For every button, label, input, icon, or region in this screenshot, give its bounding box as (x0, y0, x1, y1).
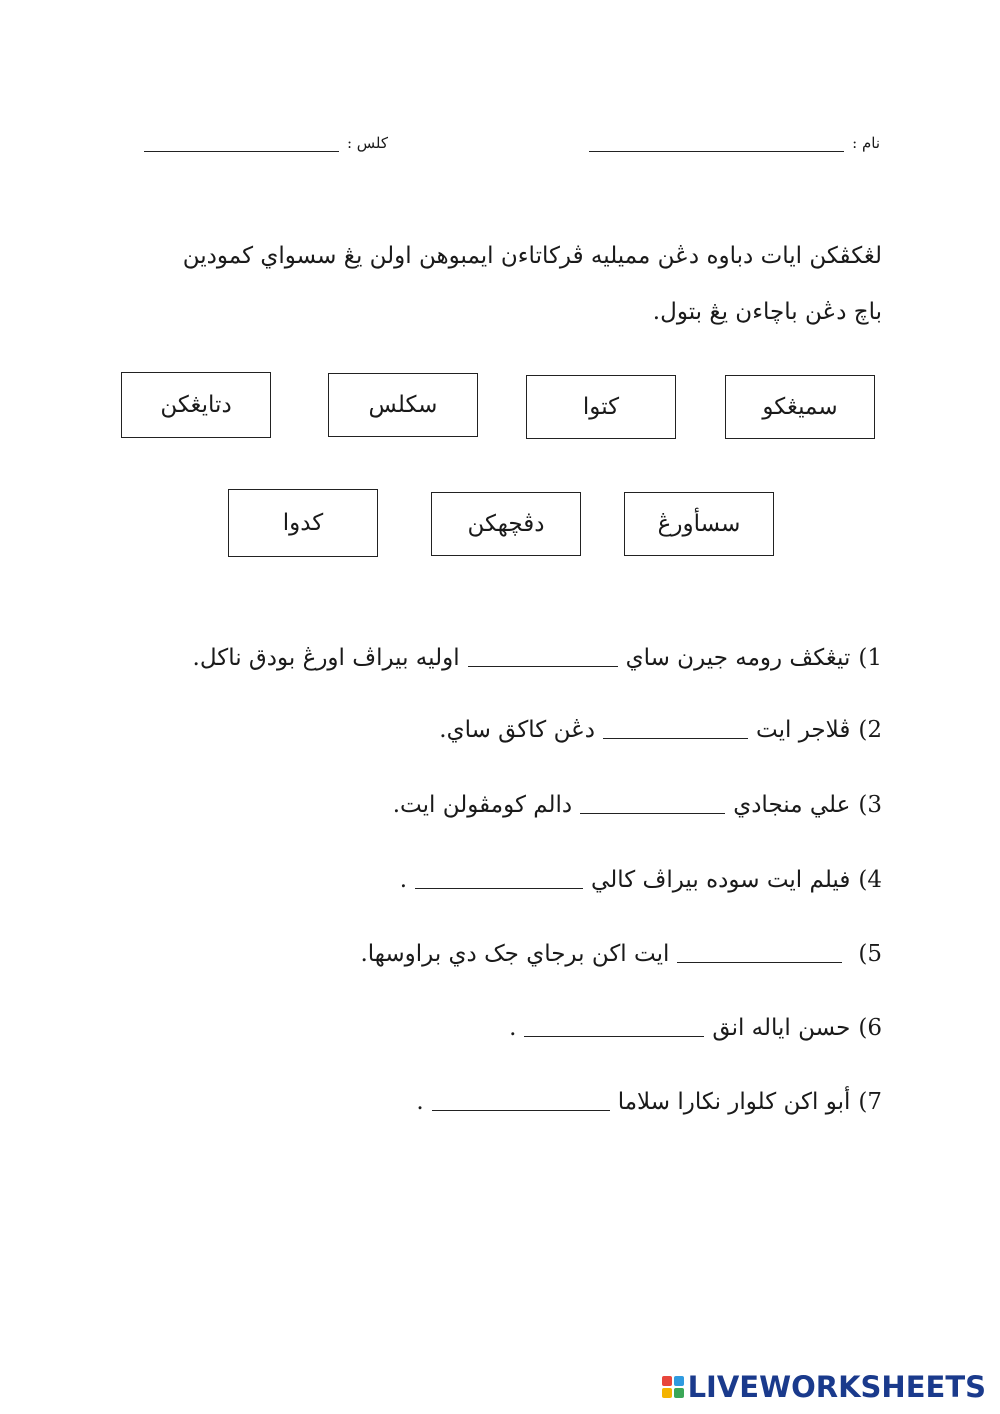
answer-blank[interactable] (677, 961, 842, 963)
question-1 (193, 638, 882, 678)
answer-blank[interactable] (432, 1109, 610, 1111)
answer-blank[interactable] (415, 887, 583, 889)
question-number: 5) (858, 941, 882, 967)
question-number: 7) (858, 1089, 882, 1115)
answer-blank[interactable] (580, 812, 725, 814)
logo-square (662, 1388, 672, 1398)
word-box[interactable]: دڤچهكن (431, 492, 581, 556)
question-text-before: ڤلاجر ايت (756, 717, 851, 743)
logo-square (674, 1388, 684, 1398)
liveworksheets-brand (662, 1372, 986, 1402)
class-input-line[interactable] (144, 150, 339, 152)
question-5 (360, 934, 882, 974)
brand-text: LIVEWORKSHEETS (687, 1370, 986, 1404)
question-text-before: علي منجادي (733, 792, 851, 818)
class-field (144, 122, 388, 152)
question-text-before: حسن اياله انق (712, 1015, 851, 1041)
class-label: كلس : (346, 134, 388, 152)
instructions: لڠكڤكن ايات دباوه دڠن مميليه ڤركاتاءن ايمبوهن اولن يڠ سسواي كمودين باچ دڠن باچاءن يڠ بتول. (182, 243, 882, 325)
word-box[interactable]: كتوا (526, 375, 676, 439)
answer-blank[interactable] (524, 1035, 704, 1037)
word-box[interactable]: سميڠكو (725, 375, 875, 439)
question-text-before: تيڠكڤ رومه جيرن ساي (625, 645, 851, 671)
word-box[interactable]: دتايڠكن (121, 372, 271, 438)
question-text-after: . (509, 1015, 517, 1041)
question-number: 6) (858, 1015, 882, 1041)
liveworksheets-logo-icon (662, 1376, 684, 1398)
question-text-after: ايت اكن برجاي جک دي براوسها. (360, 941, 670, 967)
question-7 (416, 1082, 882, 1122)
logo-square (662, 1376, 672, 1386)
question-text-after: دالم كومڤولن ايت. (392, 792, 573, 818)
question-4 (400, 860, 882, 900)
name-input-line[interactable] (589, 150, 844, 152)
question-text-after: . (399, 867, 408, 893)
question-text-after: . (416, 1089, 424, 1115)
word-box[interactable]: كدوا (228, 489, 378, 557)
question-number: 4) (858, 867, 882, 893)
question-text-before: أبو اكن كلوار نكارا سلاما (617, 1089, 851, 1115)
question-text-after: اوليه بيراڤ اورڠ بودق ناكل. (192, 645, 460, 671)
question-3 (393, 785, 882, 825)
name-field (589, 122, 880, 152)
question-2 (439, 710, 882, 750)
word-box[interactable]: سكلس (328, 373, 478, 437)
answer-blank[interactable] (603, 737, 748, 739)
answer-blank[interactable] (468, 665, 618, 667)
question-6 (509, 1008, 882, 1048)
question-number: 2) (858, 717, 882, 743)
logo-square (674, 1376, 684, 1386)
word-box[interactable]: سسأورڠ (624, 492, 774, 556)
question-text-before: فيلم ايت سوده بيراڤ كالي (591, 867, 851, 893)
question-number: 1) (858, 645, 882, 671)
name-label: نام : (852, 134, 880, 152)
question-text-after: دڠن كاكق ساي. (439, 717, 596, 743)
question-number: 3) (858, 792, 882, 818)
